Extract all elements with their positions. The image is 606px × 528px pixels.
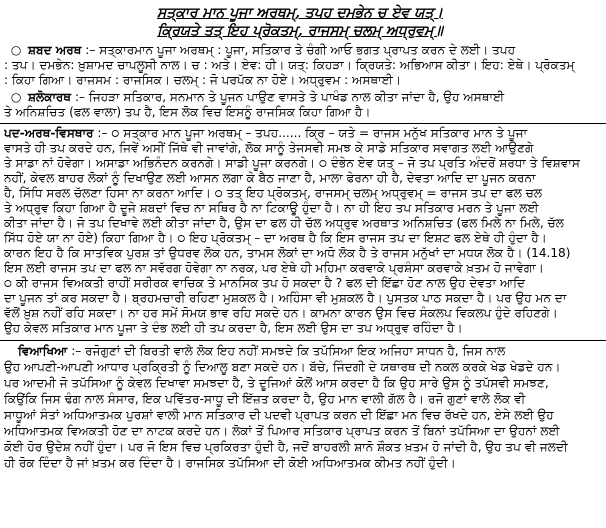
shlokarth-line-1: [4, 90, 604, 105]
viakhia-line-1: [4, 344, 604, 359]
bullet-icon: ○: [10, 43, 22, 57]
viakhia-line-6: ਅਧਿਆਤਮਕ ਵਿਅਕਤੀ ਹੋਣ ਦਾ ਨਾਟਕ ਕਰਦੇ ਹਨ। ਲੋਕਾਂ ਤੋਂ ਪਿਆਰ ਸਤਿਕਾਰ ਪ੍ਰਾਪਤ ਕਰਨ ਤੋਂ ਬਿਨਾਂ ਤਪੱਸਿਆ ਦਾ ਉਹਨਾਂ ਲਈ: [4, 424, 560, 438]
visthar-line-4: ਨਹੀਂ, ਕੇਵਲ ਬਾਹਰ ਲੋਕਾਂ ਨੂੰ ਦਿਖਾਉਣ ਲਈ ਆਸਨ ਲਗਾ ਕੇ ਬੈਠ ਜਾਣਾ ਹੈ, ਮਾਲਾ ਫੇਰਨਾ ਹੀ ਹੈ, ਦੇਵਤਾ ਆਦਿ ਦਾ ਪੂਜਨ ਕਰਨਾ: [4, 171, 536, 185]
visthar-line-7: ਕੀਤਾ ਜਾਂਦਾ ਹੈ। ਜੋ ਤਪ ਦਿਖਾਵੇ ਲਈ ਕੀਤਾ ਜਾਂਦਾ ਹੈ, ਉਸ ਦਾ ਫਲ ਹੀ ਚੱਲ ਅਧ੍ਰੁਵ ਅਰਥਾਤ ਅਨਿਸ਼ਚਿਤ (ਫਲ ਮਿਲੇ ਨਾ ਮਿਲੇ, ਚੱਲ: [4, 216, 564, 230]
visthar-line-8: ਸਿੱਧ ਹੋਏ ਯਾ ਨਾ ਹੋਏ) ਕਿਹਾ ਗਿਆ ਹੈ। ੦ ਇਹ ਪ੍ਰੋਕਤਮ੍ – ਦਾ ਅਰਥ ਹੈ ਕਿ ਇਸ ਰਾਜਸ ਤਪ ਦਾ ਇਸ਼ਟ ਫਲ ਏਥੇ ਹੀ ਹੁੰਦਾ ਹੈ।: [4, 231, 547, 245]
viakhia-text: :– ਰਜੋਗੁਣਾਂ ਦੀ ਬਿਰਤੀ ਵਾਲੇ ਲੋਕ ਇਹ ਨਹੀਂ ਸਮਝਦੇ ਕਿ ਤਪੱਸਿਆ ਇਕ ਅਜਿਹਾ ਸਾਧਨ ਹੈ, ਜਿਸ ਨਾਲ: [71, 344, 506, 358]
visthar-label: ਪਦ-ਅਰਥ-ਵਿਸਥਾਰ: [4, 126, 94, 140]
visthar-line-2: ਵਾਸਤੇ ਹੀ ਤਪ ਕਰਦੇ ਹਨ, ਜਿਵੇਂ ਅਸੀਂ ਜਿੱਥੇ ਵੀ ਜਾਵਾਂਗੇ, ਲੋਕ ਸਾਨੂੰ ਤੇਜਸਵੀ ਸਮਝ ਕੇ ਸਾਡੇ ਸਤਿਕਾਰ ਸਵਾਗਤ ਲਈ ਆਉਣਗੇ: [4, 141, 534, 155]
viakhia-line-5: ਸਾਧੂਆਂ ਸੰਤਾਂ ਅਧਿਆਤਮਕ ਪੁਰਸ਼ਾਂ ਵਾਲੀ ਮਾਨ ਸਤਿਕਾਰ ਦੀ ਪਦਵੀ ਪ੍ਰਾਪਤ ਕਰਨ ਦੀ ਇੱਛਾ ਮਨ ਵਿਚ ਰੱਖਦੇ ਹਨ, ਏਸੇ ਲਈ ਉਹ: [4, 408, 554, 422]
section-divider: [0, 123, 606, 124]
viakhia-line-7: ਕੋਈ ਹੋਰ ਉਦੇਸ਼ ਨਹੀਂ ਹੁੰਦਾ। ਪਰ ਜੋ ਇਸ ਵਿਚ ਪ੍ਰਕਿਰਤਾ ਹੁੰਦੀ ਹੈ, ਜਦੋਂ ਬਾਹਰਲੀ ਸ਼ਾਨੋ ਸ਼ੌਕਤ ਖ਼ਤਮ ਹੋ ਜਾਂਦੀ ਹੈ, ਉਹ ਤਪ ਵੀ ਜਲਦੀ: [4, 440, 568, 454]
visthar-text: :– ੦ ਸਤ੍ਕਾਰ ਮਾਨ ਪੂਜਾ ਅਰਥਮ੍ – ਤਪਹ...... ਕ੍ਰਿ – ਯਤੇ = ਰਾਜਸ ਮਨੁੱਖ ਸਤਿਕਾਰ ਮਾਨ ਤੇ ਪੂਜਾ: [97, 126, 528, 140]
viakhia-label: ਵਿਆਖਿਆ: [18, 344, 68, 358]
shlokarth-label: ਸ਼ਲੋਕਾਰਥ: [28, 90, 72, 104]
shabad-arth-label: ਸ਼ਬਦ ਅਰਥ: [28, 43, 82, 57]
shabad-arth-line-1: [4, 43, 604, 58]
visthar-line-6: ਤੇ ਅਧ੍ਰੁਵ ਕਿਹਾ ਗਿਆ ਹੈ ਦੂਜੇ ਸ਼ਬਦਾਂ ਵਿਚ ਨਾ ਸਥਿਰ ਹੈ ਨਾ ਟਿਕਾਊ ਹੁੰਦਾ ਹੈ। ਨਾ ਹੀ ਇਹ ਤਪ ਸਤਿਕਾਰ ਮਰਨ ਤੇ ਪੂਜਾ ਲਈ: [4, 201, 539, 215]
shabad-arth-line-3: : ਕਿਹਾ ਗਿਆ। ਰਾਜਸਮ : ਰਾਜਸਿਕ। ਚਲਮ੍ : ਜੋ ਪਰਪੱਕ ਨਾ ਹੋਏ। ਅਧ੍ਰੁਵਮ : ਅਸਥਾਈ।: [4, 73, 402, 87]
shabad-arth-text: :– ਸਤ੍ਕਾਰਮਾਨ ਪੂਜਾ ਅਰਥਮ੍ : ਪੂਜਾ, ਸਤਿਕਾਰ ਤੇ ਚੰਗੀ ਆਓ ਭਗਤ ਪ੍ਰਾਪਤ ਕਰਨ ਦੇ ਲਈ। ਤਪਹ: [85, 43, 516, 57]
shlokarth-line-2: ਤੇ ਅਨਿਸ਼ਚਿਤ (ਫਲ ਵਾਲਾ) ਤਪ ਹੈ, ਇਸ ਲੋਕ ਵਿਚ ਇਸਨੂੰ ਰਾਜਸਿਕ ਕਿਹਾ ਗਿਆ ਹੈ।: [4, 105, 371, 119]
verse-line-1: ਸਤ੍ਕਾਰ ਮਾਨ ਪੂਜਾ ਅਰਥਮ੍, ਤਪਹ ਦਮਭੇਨ ਚ ਏਵ ਯਤ੍।: [157, 5, 443, 21]
viakhia-line-8: ਹੀ ਰੋਕ ਦਿੰਦਾ ਹੈ ਜਾਂ ਖ਼ਤਮ ਕਰ ਦਿੰਦਾ ਹੈ। ਰਾਜਸਿਕ ਤਪੱਸਿਆ ਦੀ ਕੋਈ ਅਧਿਆਤਮਕ ਕੀਮਤ ਨਹੀਂ ਹੁੰਦੀ।: [4, 456, 456, 470]
visthar-line-1: [4, 126, 604, 141]
bullet-icon: ○: [10, 90, 22, 104]
viakhia-line-2: ਉਹ ਆਪਣੀ-ਆਪਣੀ ਆਧਾਰ ਪ੍ਰਕ੍ਰਿਤੀ ਨੂੰ ਦਿਆਲੂ ਬਣਾ ਸਕਦੇ ਹਨ। ਬੱਚੇ, ਜਿੰਦਗੀ ਦੇ ਯਥਾਰਥ ਦੀ ਨਕਲ ਕਰਕੇ ਖੇਡ ਖੇਡਦੇ ਹਨ।: [4, 360, 561, 374]
visthar-line-5: ਹੈ, ਸਿੱਧਿ ਸਰਲ ਚੱਲਣਾ ਹਿਸਾ ਨਾ ਕਰਨਾ ਆਦਿ। ੦ ਤਤ੍ ਇਹ ਪ੍ਰੋਕਤਮ੍, ਰਾਜਸਮ੍ ਚਲਮ੍ ਅਧ੍ਰੁਵਮ੍ = ਰਾਜਸ ਤਪ ਦਾ ਫਲ ਚਲ: [4, 186, 543, 200]
visthar-line-14: ਉਹ ਕੇਵਲ ਸਤਿਕਾਰ ਮਾਨ ਪੂਜਾ ਤੇ ਦੰਭ ਲਈ ਹੀ ਤਪ ਕਰਦਾ ਹੈ, ਇਸ ਲਈ ਉਸ ਦਾ ਤਪ ਅਧ੍ਰੁਵ ਰਹਿੰਦਾ ਹੈ।: [4, 321, 463, 335]
viakhia-line-4: ਕਿਉਂਕਿ ਜਿਸ ਢੰਗ ਨਾਲ ਸੰਸਾਰ, ਇਕ ਪਵਿੱਤਰ-ਸਾਧੂ ਦੀ ਇੱਜ਼ਤ ਕਰਦਾ ਹੈ, ਉਹ ਮਾਨ ਵਾਲੀ ਗੱਲ ਹੈ। ਰਜੋ ਗੁਣਾਂ ਵਾਲੇ ਲੋਕ ਵੀ: [4, 392, 526, 406]
shabad-arth-line-2: : ਤਪ। ਦਮਭੇਨ: ਖ਼ੁਸ਼ਾਮਦ ਚਾਪਲੂਸੀ ਨਾਲ। ਚ : ਅਤੇ। ਏਵ: ਹੀ। ਯਤ੍: ਕਿਹੜਾ। ਕ੍ਰਿਯਤੇ: ਅਭਿਆਸ ਕੀਤਾ। ਇਹ: ਏਥੇ। ਪ੍ਰੋਕਤਮ੍: [4, 58, 575, 72]
verse-line-2: ਕ੍ਰਿਯਤੇ ਤਤ੍ ਇਹ ਪ੍ਰੋਕਤਮ੍, ਰਾਜਸਮ੍ ਚਲਮ੍ ਅਧ੍ਰੁਵਮ੍॥: [157, 23, 443, 39]
visthar-line-9: ਕਾਰਨ ਇਹ ਹੈ ਕਿ ਸਾਤਵਿਕ ਪੁਰਸ਼ ਤਾਂ ਉਧਰਵ ਲੋਕ ਹਨ, ਤਾਮਸ ਲੋਕਾਂ ਦਾ ਅਧੋ ਲੋਕ ਹੈ ਤੇ ਰਾਜਸ ਮਨੁੱਖਾਂ ਦਾ ਮਧਯ ਲੋਕ ਹੈ। (14.18): [4, 246, 571, 260]
shlokarth-text: :– ਜਿਹੜਾ ਸਤਿਕਾਰ, ਸਨਮਾਨ ਤੇ ਪੂਜਨ ਪਾਉਣ ਵਾਸਤੇ ਤੇ ਪਾਖੰਡ ਨਾਲ ਕੀਤਾ ਜਾਂਦਾ ਹੈ, ਉਹ ਅਸਥਾਈ: [74, 90, 505, 104]
visthar-line-10: ਇਸ ਲਈ ਰਾਜਸ ਤਪ ਦਾ ਫਲ ਨਾ ਸਵੱਰਗ ਹੋਵੇਗਾ ਨਾ ਨਰਕ, ਪਰ ਏਥੇ ਹੀ ਮਹਿਮਾ ਕਰਵਾਕੇ ਪ੍ਰਸ਼ੰਸਾ ਕਰਵਾਕੇ ਖ਼ਤਮ ਹੋ ਜਾਵੇਗਾ।: [4, 261, 544, 275]
section-divider: [0, 340, 606, 341]
visthar-line-13: ਵੱਲੋਂ ਖ਼ੁਸ਼ ਨਹੀਂ ਰਹਿ ਸਕਦਾ। ਨਾ ਹਰ ਸਮੇਂ ਸੋਮਯ ਭਾਵ ਰਹਿ ਸਕਦੇ ਹਨ। ਕਾਮਨਾ ਕਾਰਨ ਉਸ ਵਿਚ ਸੰਕਲਪ ਵਿਕਲਪ ਹੁੰਦੇ ਰਹਿਣਗੇ।: [4, 306, 558, 320]
visthar-line-3: ਤੇ ਸਾਡਾ ਨਾਂ ਹੋਵੇਗਾ। ਅਸਾਡਾ ਅਭਿਨੰਦਨ ਕਰਨਗੇ। ਸਾਡੀ ਪੂਜਾ ਕਰਨਗੇ। ੦ ਦੰਭੇਨ ਏਵ ਯਤ੍ – ਜੋ ਤਪ ਪ੍ਰਤਿ ਅੰਦਰੋਂ ਸ਼ਰਧਾ ਤੇ ਵਿਸ਼ਵਾਸ: [4, 156, 580, 170]
visthar-line-11: ੦ ਕੀ ਰਾਜਸ ਵਿਅਕਤੀ ਰਾਹੀਂ ਸਰੀਰਕ ਵਾਚਿਕ ਤੇ ਮਾਨਸਿਕ ਤਪ ਹੋ ਸਕਦਾ ਹੈ ? ਫਲ ਦੀ ਇੱਛਾ ਹੋਣ ਨਾਲ ਉਹ ਦੇਵਤਾ ਆਦਿ: [4, 276, 526, 290]
viakhia-line-3: ਪਰ ਆਦਮੀ ਜੋ ਤਪੱਸਿਆ ਨੂੰ ਕੇਵਲ ਦਿਖਾਵਾ ਸਮਝਦਾ ਹੈ, ਤੇ ਦੂਜਿਆਂ ਕੋਲੋਂ ਆਸ ਕਰਦਾ ਹੈ ਕਿ ਉਹ ਸਾਰੇ ਉਸ ਨੂੰ ਤਪੱਸਵੀ ਸਮਝਣ,: [4, 376, 549, 390]
visthar-line-12: ਦਾ ਪੂਜਨ ਤਾਂ ਕਰ ਸਕਦਾ ਹੈ। ਬ੍ਰਹਮਚਾਰੀ ਰਹਿਣਾ ਮੁਸ਼ਕਲ ਹੈ। ਅਹਿੰਸਾ ਵੀ ਮੁਸ਼ਕਲ ਹੈ। ਪੁਸਤਕ ਪਾਠ ਸਕਦਾ ਹੈ। ਪਰ ਉਹ ਮਨ ਦਾ: [4, 291, 567, 305]
